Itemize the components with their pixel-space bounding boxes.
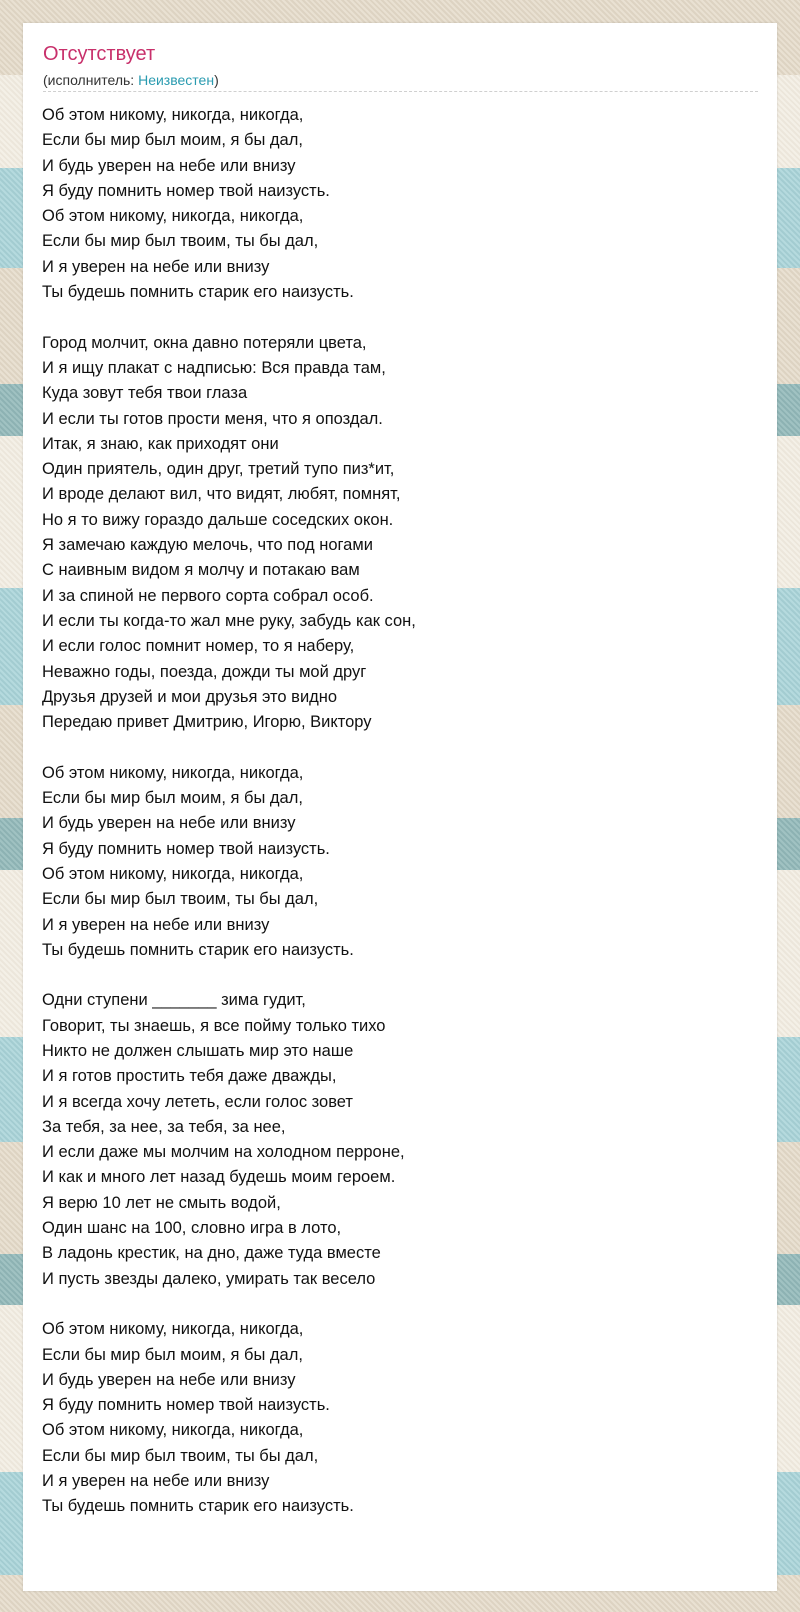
lyric-line: И если голос помнит номер, то я наберу, (42, 637, 355, 656)
lyric-line: В ладонь крестик, на дно, даже туда вместе (42, 1244, 381, 1263)
lyric-line: Друзья друзей и мои друзья это видно (42, 687, 338, 706)
lyric-line: И я всегда хочу лететь, если голос зовет (42, 1092, 353, 1111)
lyric-line: И будь уверен на небе или внизу (42, 1370, 296, 1389)
lyric-line: Я замечаю каждую мелочь, что под ногами (42, 536, 373, 555)
lyrics-card (23, 23, 777, 1591)
lyrics-stanza (42, 1317, 762, 1519)
artist-suffix: ) (214, 72, 219, 88)
lyric-line: Передаю привет Дмитрию, Игорю, Виктору (42, 713, 372, 732)
lyric-line: Об этом никому, никогда, никогда, (42, 864, 304, 883)
lyric-line: Но я то вижу гораздо дальше соседских окон. (42, 510, 394, 529)
lyric-line: Один шанс на 100, словно игра в лото, (42, 1219, 342, 1238)
lyric-line: Я буду помнить номер твой наизусть. (42, 1396, 330, 1415)
lyric-line: И я ищу плакат с надписью: Вся правда там, (42, 358, 386, 377)
lyric-line: И я уверен на небе или внизу (42, 257, 270, 276)
lyric-line: Ты будешь помнить старик его наизусть. (42, 283, 354, 302)
artist-prefix: (исполнитель: (43, 72, 139, 88)
artist-link[interactable]: Неизвестен (138, 72, 215, 88)
lyric-line: И вроде делают вил, что видят, любят, помнят, (42, 485, 401, 504)
lyrics-stanza (42, 761, 762, 963)
lyric-line: И я готов простить тебя даже дважды, (42, 1067, 337, 1086)
lyric-line: Об этом никому, никогда, никогда, (42, 1421, 304, 1440)
lyric-line: Говорит, ты знаешь, я все пойму только тихо (42, 1016, 386, 1035)
artist-line (43, 71, 219, 89)
lyric-line: Один приятель, один друг, третий тупо пиз*ит, (42, 460, 395, 479)
lyric-line: И будь уверен на небе или внизу (42, 814, 296, 833)
lyric-line: Об этом никому, никогда, никогда, (42, 207, 304, 226)
lyric-line: Итак, я знаю, как приходят они (42, 434, 279, 453)
lyric-line: Неважно годы, поезда, дожди ты мой друг (42, 662, 367, 681)
lyric-line: За тебя, за нее, за тебя, за нее, (42, 1117, 286, 1136)
lyric-line: И если ты когда-то жал мне руку, забудь как сон, (42, 611, 416, 630)
lyric-line: Я буду помнить номер твой наизусть. (42, 839, 330, 858)
lyric-line: И я уверен на небе или внизу (42, 1472, 270, 1491)
lyric-line: И будь уверен на небе или внизу (42, 156, 296, 175)
lyric-line: Если бы мир был твоим, ты бы дал, (42, 232, 319, 251)
lyric-line: Никто не должен слышать мир это наше (42, 1041, 354, 1060)
lyric-line: Об этом никому, никогда, никогда, (42, 106, 304, 124)
lyric-line: И я уверен на небе или внизу (42, 915, 270, 934)
lyric-line: Если бы мир был моим, я бы дал, (42, 1345, 303, 1364)
lyrics-stanza (42, 103, 762, 305)
lyric-line: С наивным видом я молчу и потакаю вам (42, 561, 360, 580)
lyrics-text (42, 103, 762, 1545)
lyric-line: И как и много лет назад будешь моим героем. (42, 1168, 396, 1187)
lyric-line: Я верю 10 лет не смыть водой, (42, 1193, 281, 1212)
song-title: Отсутствует (43, 43, 156, 65)
lyric-line: И пусть звезды далеко, умирать так весело (42, 1269, 376, 1288)
lyric-line: Если бы мир был твоим, ты бы дал, (42, 890, 319, 909)
lyric-line: И за спиной не первого сорта собрал особ. (42, 586, 374, 605)
lyric-line: И если даже мы молчим на холодном перроне, (42, 1143, 405, 1162)
lyric-line: Если бы мир был моим, я бы дал, (42, 131, 303, 150)
lyric-line: Город молчит, окна давно потеряли цвета, (42, 333, 367, 352)
lyrics-stanza (42, 988, 762, 1292)
lyric-line: Одни ступени _______ зима гудит, (42, 991, 306, 1010)
lyric-line: И если ты готов прости меня, что я опоздал. (42, 409, 383, 428)
lyrics-stanza (42, 331, 762, 736)
lyric-line: Куда зовут тебя твои глаза (42, 384, 248, 403)
title-divider (43, 91, 758, 92)
lyric-line: Об этом никому, никогда, никогда, (42, 1320, 304, 1339)
lyric-line: Об этом никому, никогда, никогда, (42, 763, 304, 782)
lyric-line: Ты будешь помнить старик его наизусть. (42, 940, 354, 959)
lyric-line: Если бы мир был моим, я бы дал, (42, 789, 303, 808)
lyric-line: Если бы мир был твоим, ты бы дал, (42, 1446, 319, 1465)
lyric-line: Ты будешь помнить старик его наизусть. (42, 1497, 354, 1516)
lyric-line: Я буду помнить номер твой наизусть. (42, 181, 330, 200)
